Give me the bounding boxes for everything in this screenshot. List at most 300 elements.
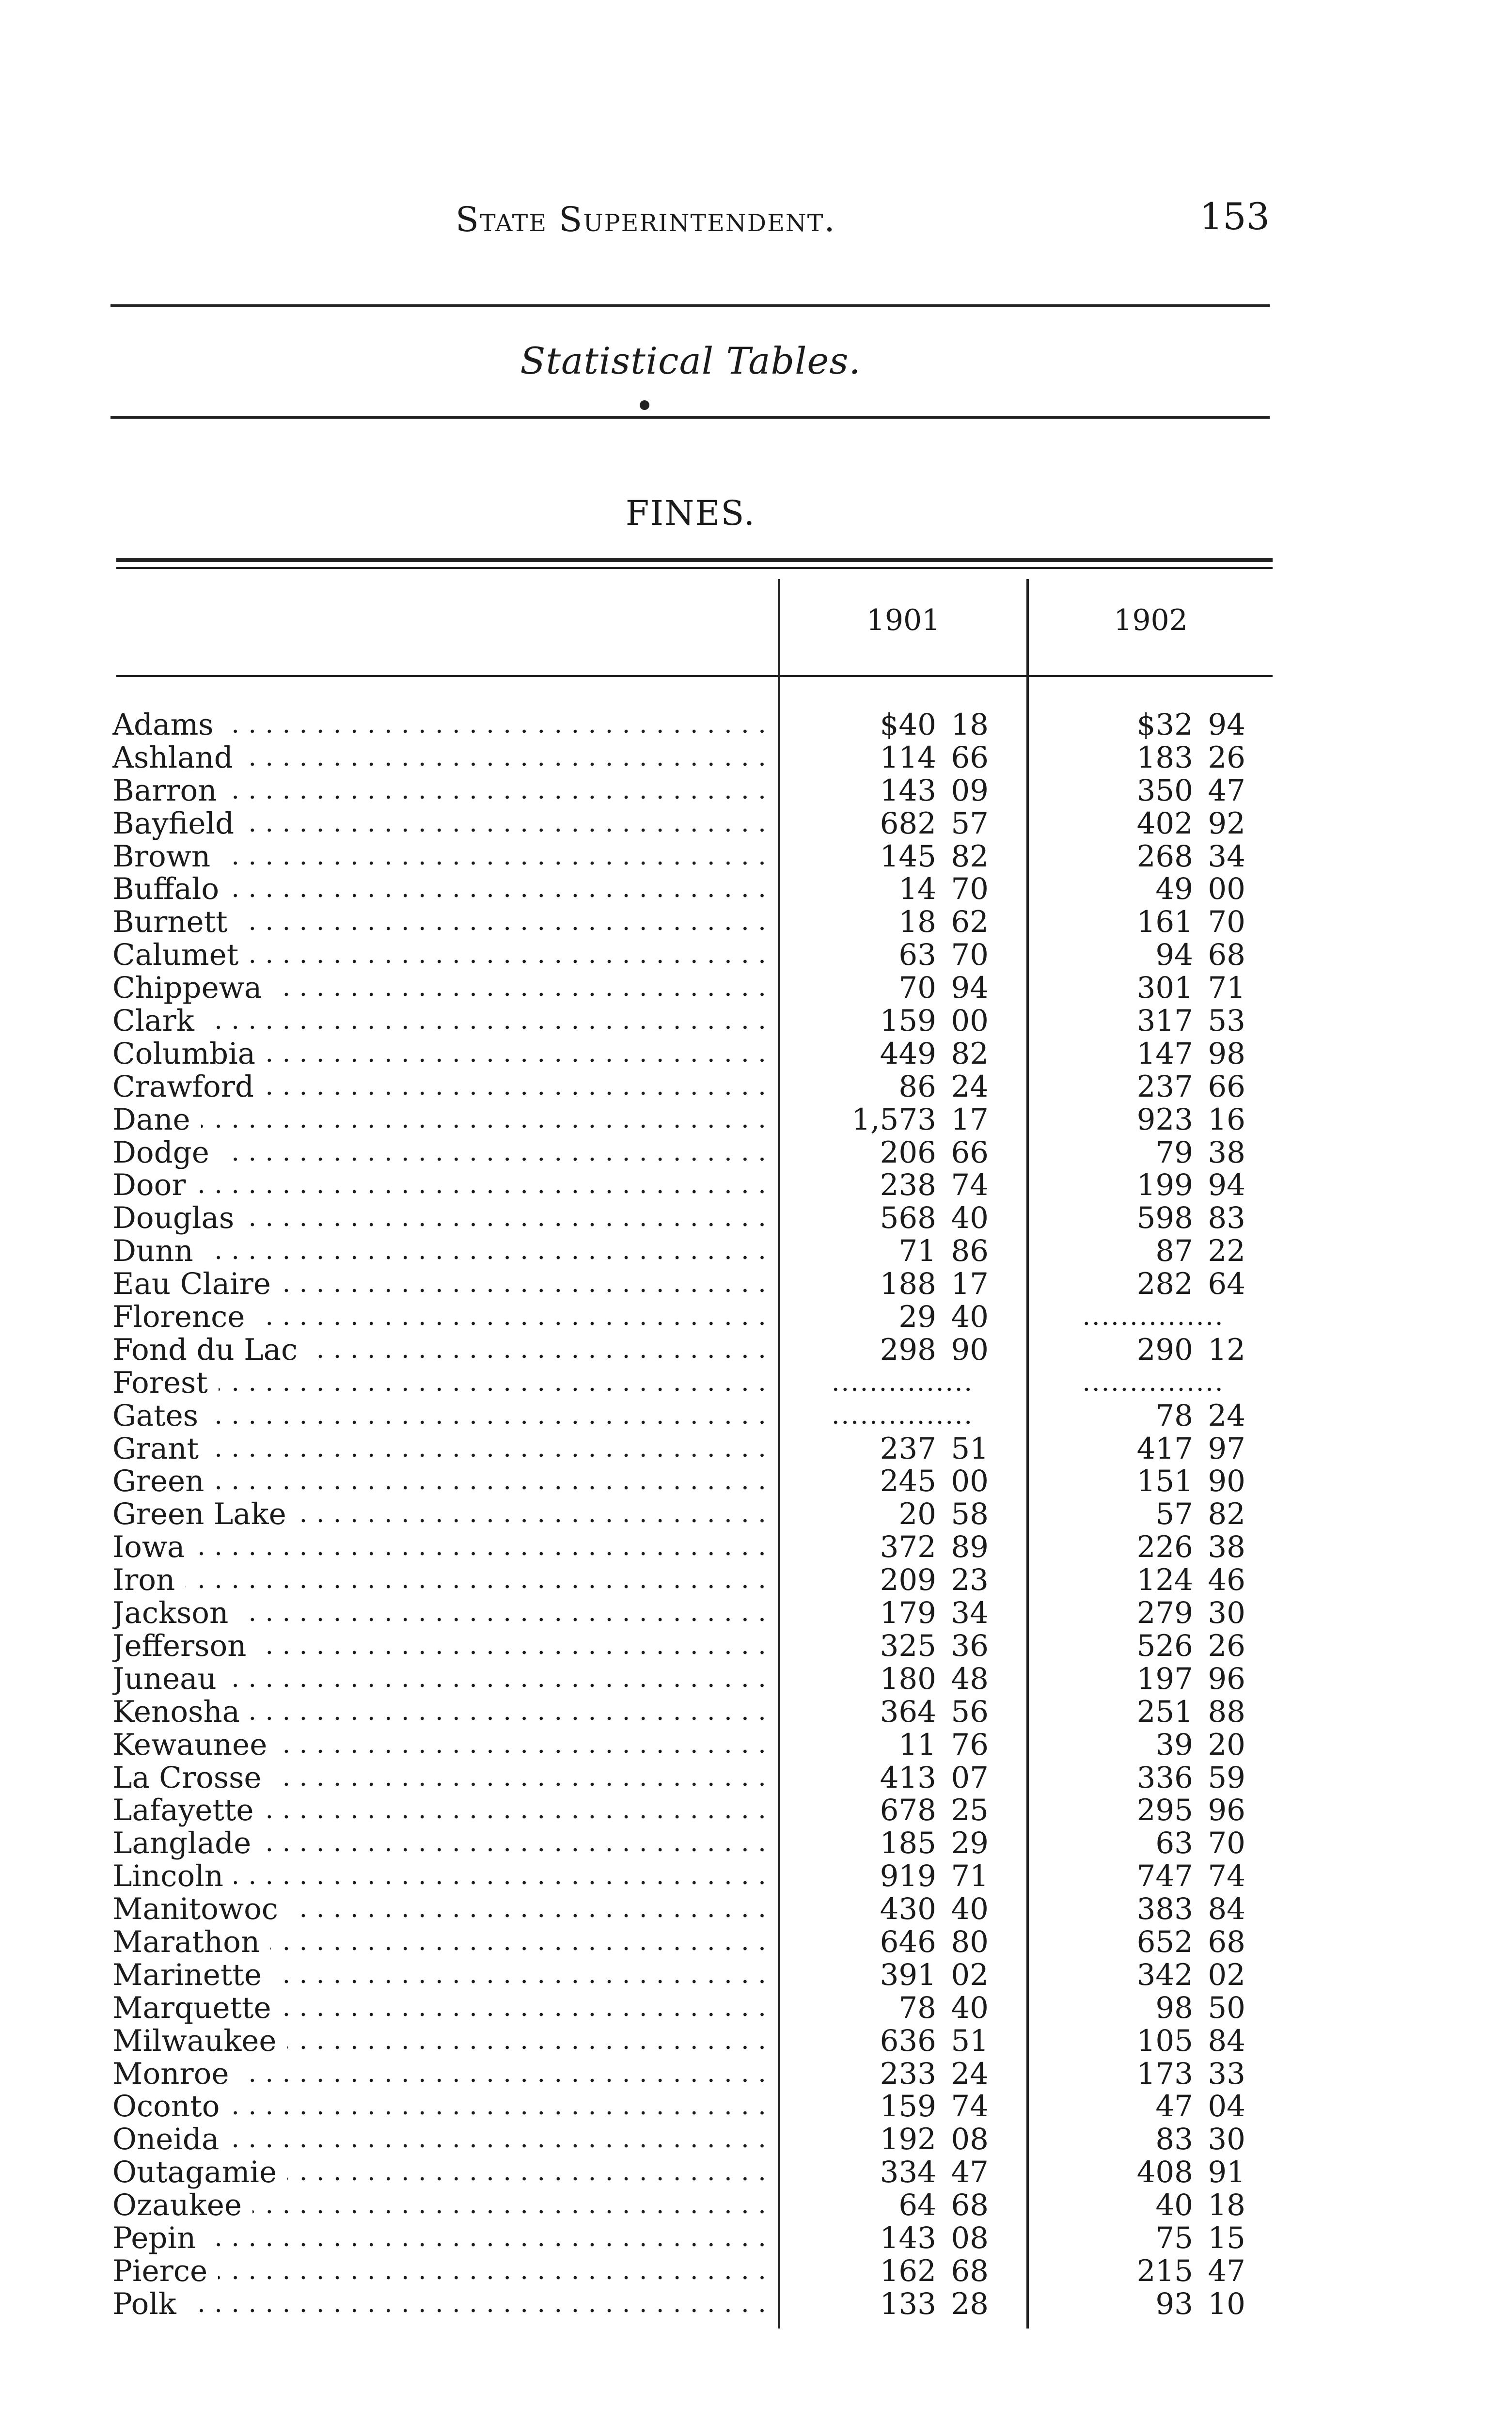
dollars: 78 — [1155, 1398, 1193, 1433]
dollars: 226 — [1136, 1530, 1193, 1565]
table-row — [0, 2025, 1512, 2058]
county-cell — [112, 1498, 772, 1531]
table-row — [0, 1465, 1512, 1498]
county-cell — [112, 1696, 772, 1729]
dollars: 124 — [1136, 1563, 1193, 1598]
county-name: Brown — [112, 840, 221, 873]
cents: 94 — [1208, 1168, 1245, 1203]
cents: 64 — [1208, 1267, 1245, 1302]
dollars: 11 — [898, 1727, 936, 1762]
cents: 94 — [1208, 708, 1245, 742]
amount-1901-cell — [795, 1531, 989, 1564]
county-cell — [112, 1334, 772, 1367]
amount-1902-cell — [1042, 1005, 1245, 1038]
county-cell — [112, 1465, 772, 1498]
cents: 71 — [951, 1859, 989, 1894]
cents: 90 — [951, 1332, 989, 1367]
county-name: Adams — [112, 708, 224, 741]
amount-1901-cell — [795, 906, 989, 939]
amount-1902-cell — [1042, 1235, 1245, 1268]
amount-1901-cell — [795, 2025, 989, 2058]
cents: 82 — [951, 1036, 989, 1071]
cents: 84 — [1208, 2023, 1245, 2058]
cents: 30 — [1208, 1596, 1245, 1631]
county-cell — [112, 708, 772, 741]
cents: 02 — [951, 1957, 989, 1992]
amount-1902-cell — [1042, 1696, 1245, 1729]
dollars: 325 — [880, 1628, 936, 1663]
county-name: Juneau — [112, 1663, 227, 1696]
dollars: 147 — [1136, 1036, 1193, 1071]
amount-1902-cell — [1042, 1729, 1245, 1762]
cents: 96 — [1208, 1661, 1245, 1696]
county-name: Kewaunee — [112, 1729, 278, 1762]
county-cell — [112, 1663, 772, 1696]
amount-1902-cell — [1042, 1926, 1245, 1959]
empty-cell-leader: ............... — [832, 1368, 974, 1397]
table-row — [0, 1893, 1512, 1926]
amount-1902-cell — [1042, 1038, 1245, 1070]
cents: 47 — [1208, 2253, 1245, 2288]
cents: 12 — [1208, 1332, 1245, 1367]
cents: 40 — [951, 1201, 989, 1236]
table-row — [0, 1334, 1512, 1367]
table-row — [0, 1827, 1512, 1860]
county-cell — [112, 1992, 772, 2025]
column-header-1901: 1901 — [866, 603, 941, 637]
county-cell — [112, 2288, 772, 2321]
amount-1901-cell — [795, 1630, 989, 1663]
table-title: FINES. — [625, 493, 756, 533]
cents: 74 — [1208, 1859, 1245, 1894]
running-head-title: State Superintendent. — [456, 200, 836, 239]
dollars: 159 — [880, 2089, 936, 2124]
county-name: Jefferson — [112, 1630, 257, 1663]
table-row — [0, 873, 1512, 906]
county-name: Pepin — [112, 2222, 206, 2255]
dollars: 87 — [1155, 1234, 1193, 1269]
table-row — [0, 1564, 1512, 1597]
amount-1901-cell — [795, 1169, 989, 1202]
cents: 07 — [951, 1760, 989, 1795]
county-name: Dodge — [112, 1136, 220, 1169]
cents: 76 — [951, 1727, 989, 1762]
cents: 00 — [1208, 872, 1245, 907]
county-name: Marinette — [112, 1959, 272, 1992]
county-cell — [112, 1531, 772, 1564]
amount-1902-cell — [1042, 1597, 1245, 1630]
county-name: Lincoln — [112, 1860, 234, 1893]
dollars: 145 — [880, 839, 936, 874]
county-name: Crawford — [112, 1070, 265, 1103]
cents: 86 — [951, 1234, 989, 1269]
dollars: 133 — [880, 2286, 936, 2321]
cents: 28 — [951, 2286, 989, 2321]
amount-1902-cell — [1042, 2025, 1245, 2058]
amount-1901-cell — [795, 939, 989, 972]
amount-1902-cell — [1042, 2222, 1245, 2255]
dollars: 279 — [1136, 1596, 1193, 1631]
amount-1902-cell — [1042, 1400, 1245, 1432]
amount-1902-cell — [1042, 1893, 1245, 1926]
dollars: 79 — [1155, 1135, 1193, 1170]
county-name: Marquette — [112, 1992, 282, 2025]
table-top-rule — [116, 558, 1273, 562]
dollars: 636 — [880, 2023, 936, 2058]
dollars: 188 — [880, 1267, 936, 1302]
amount-1902-cell — [1042, 2288, 1245, 2321]
county-cell — [112, 2156, 772, 2189]
cents: 68 — [951, 2188, 989, 2223]
table-row — [0, 1432, 1512, 1465]
cents: 62 — [951, 905, 989, 940]
county-cell — [112, 1103, 772, 1136]
county-name: Manitowoc — [112, 1893, 289, 1926]
dollars: 268 — [1136, 839, 1193, 874]
county-cell — [112, 1400, 772, 1432]
dollars: 350 — [1136, 773, 1193, 808]
cents: 58 — [951, 1497, 989, 1532]
cents: 47 — [951, 2155, 989, 2190]
cents: 34 — [951, 1596, 989, 1631]
amount-1902-cell — [1042, 1564, 1245, 1597]
amount-1902-cell — [1042, 1202, 1245, 1235]
dollars: 209 — [880, 1563, 936, 1598]
dollars: 282 — [1136, 1267, 1193, 1302]
dollars: 179 — [880, 1596, 936, 1631]
county-cell — [112, 1169, 772, 1202]
table-row — [0, 2255, 1512, 2288]
table-row — [0, 1169, 1512, 1202]
cents: 88 — [1208, 1694, 1245, 1729]
dollars: 185 — [880, 1826, 936, 1861]
table-row — [0, 741, 1512, 774]
dollars: 49 — [1155, 872, 1193, 907]
amount-1902-cell — [1042, 708, 1245, 741]
empty-cell-leader: ............... — [1082, 1368, 1225, 1397]
dollars: 14 — [898, 872, 936, 907]
dollars: 29 — [898, 1300, 936, 1335]
county-cell — [112, 1564, 772, 1597]
cents: 70 — [951, 938, 989, 973]
county-cell — [112, 2189, 772, 2222]
county-name: Jackson — [112, 1597, 239, 1630]
dollars: 197 — [1136, 1661, 1193, 1696]
county-cell — [112, 2058, 772, 2091]
table-row — [0, 1696, 1512, 1729]
cents: 24 — [951, 2056, 989, 2091]
dollars: 568 — [880, 1201, 936, 1236]
table-row — [0, 2123, 1512, 2156]
dollars: 161 — [1136, 905, 1193, 940]
amount-1902-cell — [1042, 807, 1245, 840]
dollars: $32 — [1136, 708, 1193, 742]
dollars: 919 — [880, 1859, 936, 1894]
dollars: 114 — [880, 740, 936, 775]
dollars: 238 — [880, 1168, 936, 1203]
amount-1901-cell — [795, 1663, 989, 1696]
amount-1902-cell — [1042, 1070, 1245, 1103]
cents: 38 — [1208, 1530, 1245, 1565]
amount-1902-cell — [1042, 1268, 1245, 1301]
table-row — [0, 840, 1512, 873]
county-cell — [112, 1136, 772, 1169]
amount-1902-cell — [1042, 939, 1245, 972]
column-header-1902: 1902 — [1114, 603, 1188, 637]
amount-1901-cell — [795, 1301, 989, 1334]
cents: 70 — [1208, 905, 1245, 940]
amount-1901-cell — [795, 2156, 989, 2189]
dollars: 372 — [880, 1530, 936, 1565]
cents: 47 — [1208, 773, 1245, 808]
dollars: 93 — [1155, 2286, 1193, 2321]
dollars: 143 — [880, 773, 936, 808]
amount-1901-cell — [795, 2123, 989, 2156]
cents: 26 — [1208, 1628, 1245, 1663]
dollars: 64 — [898, 2188, 936, 2223]
cents: 00 — [951, 1464, 989, 1499]
county-name: Fond du Lac — [112, 1334, 308, 1367]
county-name: Oconto — [112, 2090, 230, 2123]
amount-1901-cell — [795, 2255, 989, 2288]
county-cell — [112, 873, 772, 906]
table-row — [0, 1959, 1512, 1992]
section-rule — [110, 416, 1270, 419]
dollars: 449 — [880, 1036, 936, 1071]
county-name: Marathon — [112, 1926, 270, 1959]
dollars: 646 — [880, 1924, 936, 1959]
county-name: Ozaukee — [112, 2189, 252, 2222]
cents: 20 — [1208, 1727, 1245, 1762]
county-name: Burnett — [112, 906, 238, 939]
county-name: Ashland — [112, 741, 244, 774]
dollars: 180 — [880, 1661, 936, 1696]
county-cell — [112, 1926, 772, 1959]
county-cell — [112, 2090, 772, 2123]
county-cell — [112, 1367, 772, 1400]
amount-1901-cell — [795, 1762, 989, 1794]
cents: 66 — [951, 740, 989, 775]
county-name: Langlade — [112, 1827, 262, 1860]
table-row — [0, 1070, 1512, 1103]
table-row — [0, 1400, 1512, 1432]
table-row — [0, 708, 1512, 741]
dollars: 70 — [898, 971, 936, 1006]
amount-1901-cell — [795, 1959, 989, 1992]
cents: 80 — [951, 1924, 989, 1959]
cents: 51 — [951, 2023, 989, 2058]
amount-1902-cell — [1042, 1465, 1245, 1498]
table-row — [0, 2189, 1512, 2222]
county-name: Green Lake — [112, 1498, 297, 1531]
dollars: 215 — [1136, 2253, 1193, 2288]
cents: 82 — [1208, 1497, 1245, 1532]
empty-cell-leader: ............... — [1082, 1302, 1225, 1332]
county-name: Iowa — [112, 1531, 195, 1564]
dollars: 173 — [1136, 2056, 1193, 2091]
cents: 68 — [1208, 938, 1245, 973]
county-name: Polk — [112, 2288, 187, 2321]
table-row — [0, 2058, 1512, 2091]
cents: 68 — [1208, 1924, 1245, 1959]
table-row — [0, 906, 1512, 939]
dollars: 383 — [1136, 1892, 1193, 1927]
amount-1901-cell — [795, 1564, 989, 1597]
amount-1902-cell — [1042, 1663, 1245, 1696]
dollars: 251 — [1136, 1694, 1193, 1729]
dollars: 245 — [880, 1464, 936, 1499]
cents: 53 — [1208, 1004, 1245, 1038]
dollars: 408 — [1136, 2155, 1193, 2190]
amount-1901-cell — [795, 774, 989, 807]
county-name: Gates — [112, 1400, 209, 1432]
amount-1902-cell — [1042, 873, 1245, 906]
cents: 84 — [1208, 1892, 1245, 1927]
cents: 40 — [951, 1892, 989, 1927]
dollars: 183 — [1136, 740, 1193, 775]
county-cell — [112, 1597, 772, 1630]
county-cell — [112, 1038, 772, 1070]
page-number: 153 — [1199, 195, 1270, 238]
amount-1902-cell — [1042, 2255, 1245, 2288]
cents: 89 — [951, 1530, 989, 1565]
dollars: 413 — [880, 1760, 936, 1795]
county-cell — [112, 1070, 772, 1103]
county-cell — [112, 1268, 772, 1301]
county-cell — [112, 1827, 772, 1860]
dollars: 301 — [1136, 971, 1193, 1006]
dollars: 98 — [1155, 1990, 1193, 2025]
dollars: 682 — [880, 806, 936, 841]
county-cell — [112, 1005, 772, 1038]
cents: 36 — [951, 1628, 989, 1663]
table-top-rule-thin — [116, 567, 1273, 569]
table-row — [0, 1926, 1512, 1959]
dollars: 40 — [1155, 2188, 1193, 2223]
cents: 40 — [951, 1300, 989, 1335]
amount-1901-cell — [795, 1926, 989, 1959]
amount-1901-cell — [795, 708, 989, 741]
dollars: 18 — [898, 905, 936, 940]
dollars: 20 — [898, 1497, 936, 1532]
dollars: 1,573 — [851, 1102, 936, 1137]
amount-1901-cell — [795, 873, 989, 906]
amount-1901-cell — [795, 1794, 989, 1827]
cents: 08 — [951, 2220, 989, 2255]
dollars: 75 — [1155, 2220, 1193, 2255]
county-name: Calumet — [112, 939, 249, 972]
dollars: 86 — [898, 1069, 936, 1104]
amount-1901-cell — [795, 2058, 989, 2091]
dollars: 336 — [1136, 1760, 1193, 1795]
county-cell — [112, 1630, 772, 1663]
county-cell — [112, 840, 772, 873]
amount-1902-cell — [1042, 2123, 1245, 2156]
dollars: 63 — [1155, 1826, 1193, 1861]
county-cell — [112, 1860, 772, 1893]
cents: 02 — [1208, 1957, 1245, 1992]
amount-1901-cell — [795, 1005, 989, 1038]
amount-1902-cell — [1042, 2058, 1245, 2091]
dollars: 923 — [1136, 1102, 1193, 1137]
cents: 00 — [951, 1004, 989, 1038]
dollars: 417 — [1136, 1431, 1193, 1466]
dollars: 652 — [1136, 1924, 1193, 1959]
cents: 09 — [951, 773, 989, 808]
county-name: Milwaukee — [112, 2025, 287, 2058]
dollars: 237 — [1136, 1069, 1193, 1104]
dollars: 47 — [1155, 2089, 1193, 2124]
amount-1901-cell — [795, 741, 989, 774]
amount-1902-cell — [1042, 1794, 1245, 1827]
table-row — [0, 1268, 1512, 1301]
dollars: 290 — [1136, 1332, 1193, 1367]
cents: 18 — [1208, 2188, 1245, 2223]
dollars: 199 — [1136, 1168, 1193, 1203]
dollars: 342 — [1136, 1957, 1193, 1992]
county-name: Bayfield — [112, 807, 245, 840]
table-row — [0, 1531, 1512, 1564]
cents: 24 — [1208, 1398, 1245, 1433]
cents: 48 — [951, 1661, 989, 1696]
county-name: Columbia — [112, 1038, 266, 1070]
dollars: 747 — [1136, 1859, 1193, 1894]
cents: 46 — [1208, 1563, 1245, 1598]
amount-1902-cell — [1042, 774, 1245, 807]
cents: 08 — [951, 2122, 989, 2157]
amount-1902-cell — [1042, 1136, 1245, 1169]
cents: 18 — [951, 708, 989, 742]
dollars: 151 — [1136, 1464, 1193, 1499]
county-name: Oneida — [112, 2123, 230, 2156]
county-cell — [112, 939, 772, 972]
cents: 23 — [951, 1563, 989, 1598]
table-row — [0, 1860, 1512, 1893]
table-row — [0, 1762, 1512, 1794]
cents: 33 — [1208, 2056, 1245, 2091]
amount-1901-cell — [795, 1498, 989, 1531]
cents: 91 — [1208, 2155, 1245, 2190]
dollars: 105 — [1136, 2023, 1193, 2058]
dollars: 237 — [880, 1431, 936, 1466]
cents: 38 — [1208, 1135, 1245, 1170]
cents: 92 — [1208, 806, 1245, 841]
county-cell — [112, 1301, 772, 1334]
cents: 57 — [951, 806, 989, 841]
amount-1901-cell — [795, 1103, 989, 1136]
table-row — [0, 972, 1512, 1005]
dollars: 295 — [1136, 1793, 1193, 1828]
cents: 66 — [951, 1135, 989, 1170]
cents: 29 — [951, 1826, 989, 1861]
dollars: 63 — [898, 938, 936, 973]
county-name: Clark — [112, 1005, 205, 1038]
amount-1901-cell — [795, 1136, 989, 1169]
amount-1902-cell — [1042, 1860, 1245, 1893]
amount-1901-cell — [795, 1268, 989, 1301]
table-row — [0, 1235, 1512, 1268]
fines-table-body — [0, 708, 1512, 2321]
county-name: Dane — [112, 1103, 201, 1136]
county-name: Douglas — [112, 1202, 245, 1235]
dollars: 402 — [1136, 806, 1193, 841]
amount-1902-cell — [1042, 1762, 1245, 1794]
amount-1901-cell — [795, 1235, 989, 1268]
table-row — [0, 2090, 1512, 2123]
amount-1902-cell — [1042, 1498, 1245, 1531]
cents: 68 — [951, 2253, 989, 2288]
dollars: 526 — [1136, 1628, 1193, 1663]
